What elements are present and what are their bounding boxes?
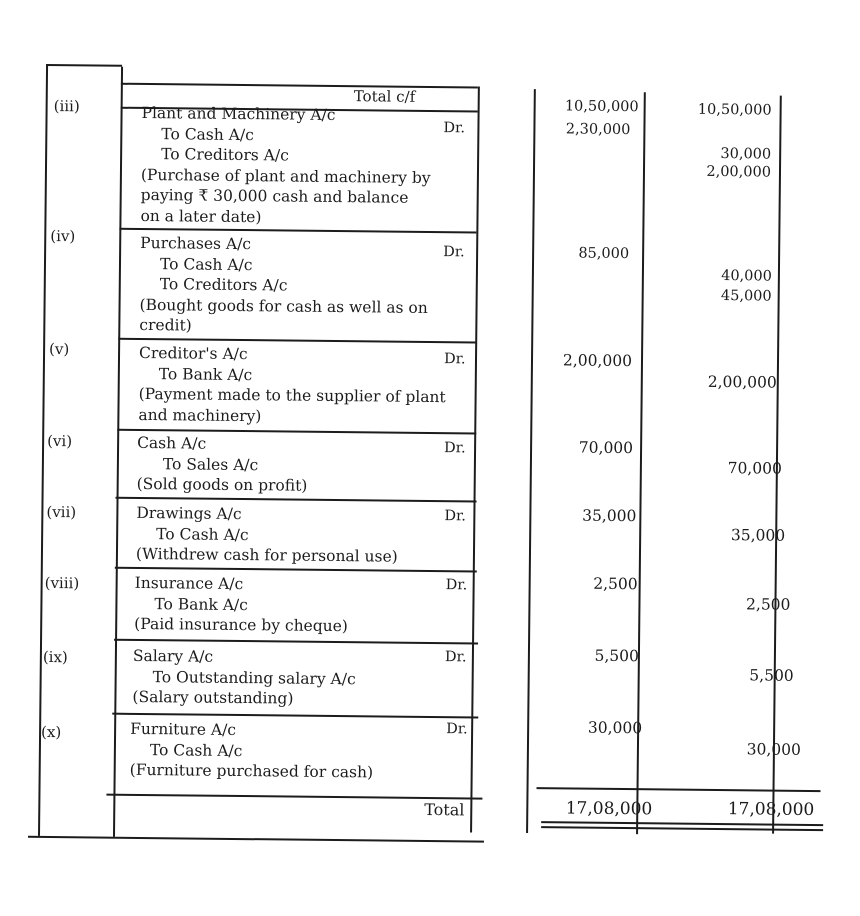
- rule-total-double-2: [541, 826, 823, 831]
- narration-line: (Bought goods for cash as well as on: [139, 295, 428, 317]
- debit-account: Plant and Machinery A/c: [141, 103, 336, 124]
- rule-row-x: [106, 794, 482, 800]
- rule-row-iv: [118, 338, 476, 343]
- dr-marker: Dr.: [443, 244, 465, 261]
- credit-account: To Bank A/c: [154, 594, 248, 614]
- rule-top-header: [121, 83, 478, 88]
- rule-total-top: [537, 787, 821, 792]
- narration-line: (Payment made to the supplier of plant: [138, 384, 446, 407]
- narration-line: (Paid insurance by cheque): [134, 614, 348, 636]
- credit-amount: 30,000: [720, 146, 772, 163]
- credit-amount: 30,000: [746, 740, 802, 759]
- rule-total-double-1: [541, 821, 823, 826]
- entry-particulars: [138, 343, 446, 428]
- entry-particulars: [134, 573, 348, 637]
- credit-account: To Cash A/c: [156, 524, 249, 544]
- credit-amount: 35,000: [730, 526, 786, 545]
- rule-row-ix: [112, 713, 478, 718]
- rule-top-border: [46, 64, 122, 66]
- debit-amount: 2,500: [593, 574, 638, 594]
- credit-account: To Creditors A/c: [161, 145, 289, 165]
- entry-particulars: [136, 503, 398, 567]
- dr-marker: Dr.: [444, 508, 467, 525]
- entry-particulars: [137, 433, 308, 496]
- debit-account: Drawings A/c: [136, 503, 242, 524]
- rule-row-viii: [114, 639, 478, 644]
- credit-amount: 2,500: [745, 595, 791, 614]
- entry-index: (iv): [50, 227, 76, 246]
- entry-index: (vii): [46, 502, 77, 522]
- entry-index: (viii): [44, 573, 80, 593]
- dr-marker: Dr.: [443, 351, 466, 368]
- credit-account: To Cash A/c: [159, 254, 253, 274]
- entry-particulars: [140, 103, 431, 229]
- debit-account: Salary A/c: [132, 646, 214, 666]
- debit-account: Furniture A/c: [130, 719, 237, 739]
- entry-index: (vi): [47, 431, 73, 451]
- credit-account: To Sales A/c: [162, 454, 259, 474]
- narration-line: (Purchase of plant and machinery by: [140, 165, 431, 187]
- total-cf-credit: 10,50,000: [697, 101, 772, 119]
- total-credit: 17,08,000: [727, 799, 815, 821]
- credit-amount: 45,000: [720, 288, 772, 305]
- debit-account: Insurance A/c: [134, 573, 244, 594]
- entry-particulars: [132, 646, 356, 710]
- entry-index: (v): [49, 340, 70, 359]
- narration-line: on a later date): [140, 206, 262, 226]
- credit-amount: 2,00,000: [707, 372, 777, 392]
- narration-line: paying ₹ 30,000 cash and balance: [140, 185, 409, 207]
- debit-amount: 2,00,000: [562, 351, 633, 371]
- credit-account: To Creditors A/c: [159, 275, 288, 295]
- dr-marker: Dr.: [444, 649, 467, 666]
- total-label: Total: [424, 799, 465, 820]
- debit-amount: 30,000: [587, 718, 643, 738]
- debit-amount: 2,30,000: [565, 121, 631, 139]
- entry-particulars: [139, 233, 428, 339]
- dr-marker: Dr.: [443, 120, 466, 137]
- credit-account: To Cash A/c: [149, 740, 243, 760]
- debit-amount: 35,000: [582, 506, 637, 526]
- credit-amount: 40,000: [721, 268, 772, 285]
- credit-account: To Cash A/c: [161, 124, 254, 144]
- entry-index: (x): [40, 722, 62, 742]
- credit-account: To Bank A/c: [158, 364, 253, 384]
- debit-account: Creditor's A/c: [138, 343, 248, 364]
- narration-line: (Furniture purchased for cash): [129, 760, 374, 782]
- rule-row-vii: [115, 567, 477, 572]
- narration-line: (Salary outstanding): [132, 687, 294, 708]
- entry-index: (ix): [42, 647, 68, 667]
- rule-row-vi: [116, 497, 477, 502]
- total-cf-label: Total c/f: [353, 87, 416, 106]
- narration-line: and machinery): [138, 405, 262, 425]
- entry-index: (iii): [53, 97, 80, 116]
- total-cf-debit: 10,50,000: [564, 98, 639, 116]
- credit-amount: 70,000: [727, 459, 782, 478]
- debit-account: Cash A/c: [137, 433, 207, 453]
- debit-amount: 70,000: [578, 438, 634, 458]
- rule-bottom-border: [28, 836, 484, 842]
- narration-line: credit): [139, 315, 192, 335]
- rule-date-column: [113, 67, 123, 837]
- dr-marker: Dr.: [443, 440, 466, 457]
- debit-amount: 85,000: [578, 245, 630, 263]
- narration-line: (Withdrew cash for personal use): [135, 544, 398, 566]
- debit-amount: 5,500: [594, 646, 640, 666]
- entry-particulars: [130, 719, 374, 783]
- credit-amount: 2,00,000: [706, 163, 772, 181]
- credit-amount: 5,500: [749, 666, 794, 685]
- dr-marker: Dr.: [446, 721, 468, 738]
- rule-particulars-column: [470, 86, 479, 832]
- debit-account: Purchases A/c: [140, 233, 252, 254]
- narration-line: (Sold goods on profit): [136, 474, 308, 495]
- total-debit: 17,08,000: [565, 798, 653, 820]
- credit-account: To Outstanding salary A/c: [152, 667, 356, 688]
- dr-marker: Dr.: [445, 577, 468, 594]
